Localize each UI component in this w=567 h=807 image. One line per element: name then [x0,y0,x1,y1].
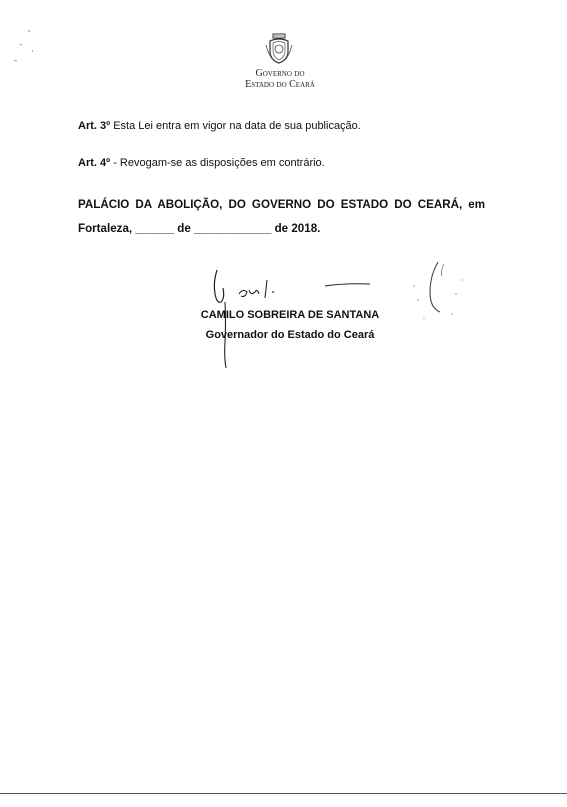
closing-line-2: Fortaleza, ______ de ____________ de 2018. [78,222,321,235]
article-3 [78,119,361,133]
closing-line-1: PALÁCIO DA ABOLIÇÃO, DO GOVERNO DO ESTADO DO CEARÁ, em [78,198,485,211]
closing-statement [78,193,485,241]
article-3-label: Art. 3º [78,120,111,132]
article-3-text: Esta Lei entra em vigor na data de sua publicação. [110,120,361,132]
margin-scan-marks [10,28,40,78]
header-line-2: Estado do Ceará [245,79,315,90]
article-4 [78,156,325,170]
article-4-text: - Revogam-se as disposições em contrário. [110,157,325,169]
article-4-label: Art. 4º [78,157,111,169]
page-bottom-rule [0,793,567,794]
ceara-coat-of-arms-icon [264,33,294,65]
government-header [200,68,360,90]
header-line-1: Governo do [255,68,305,79]
signatory-block [150,305,430,345]
signatory-name: CAMILO SOBREIRA DE SANTANA [200,309,380,321]
signatory-title: Governador do Estado do Ceará [205,329,375,341]
